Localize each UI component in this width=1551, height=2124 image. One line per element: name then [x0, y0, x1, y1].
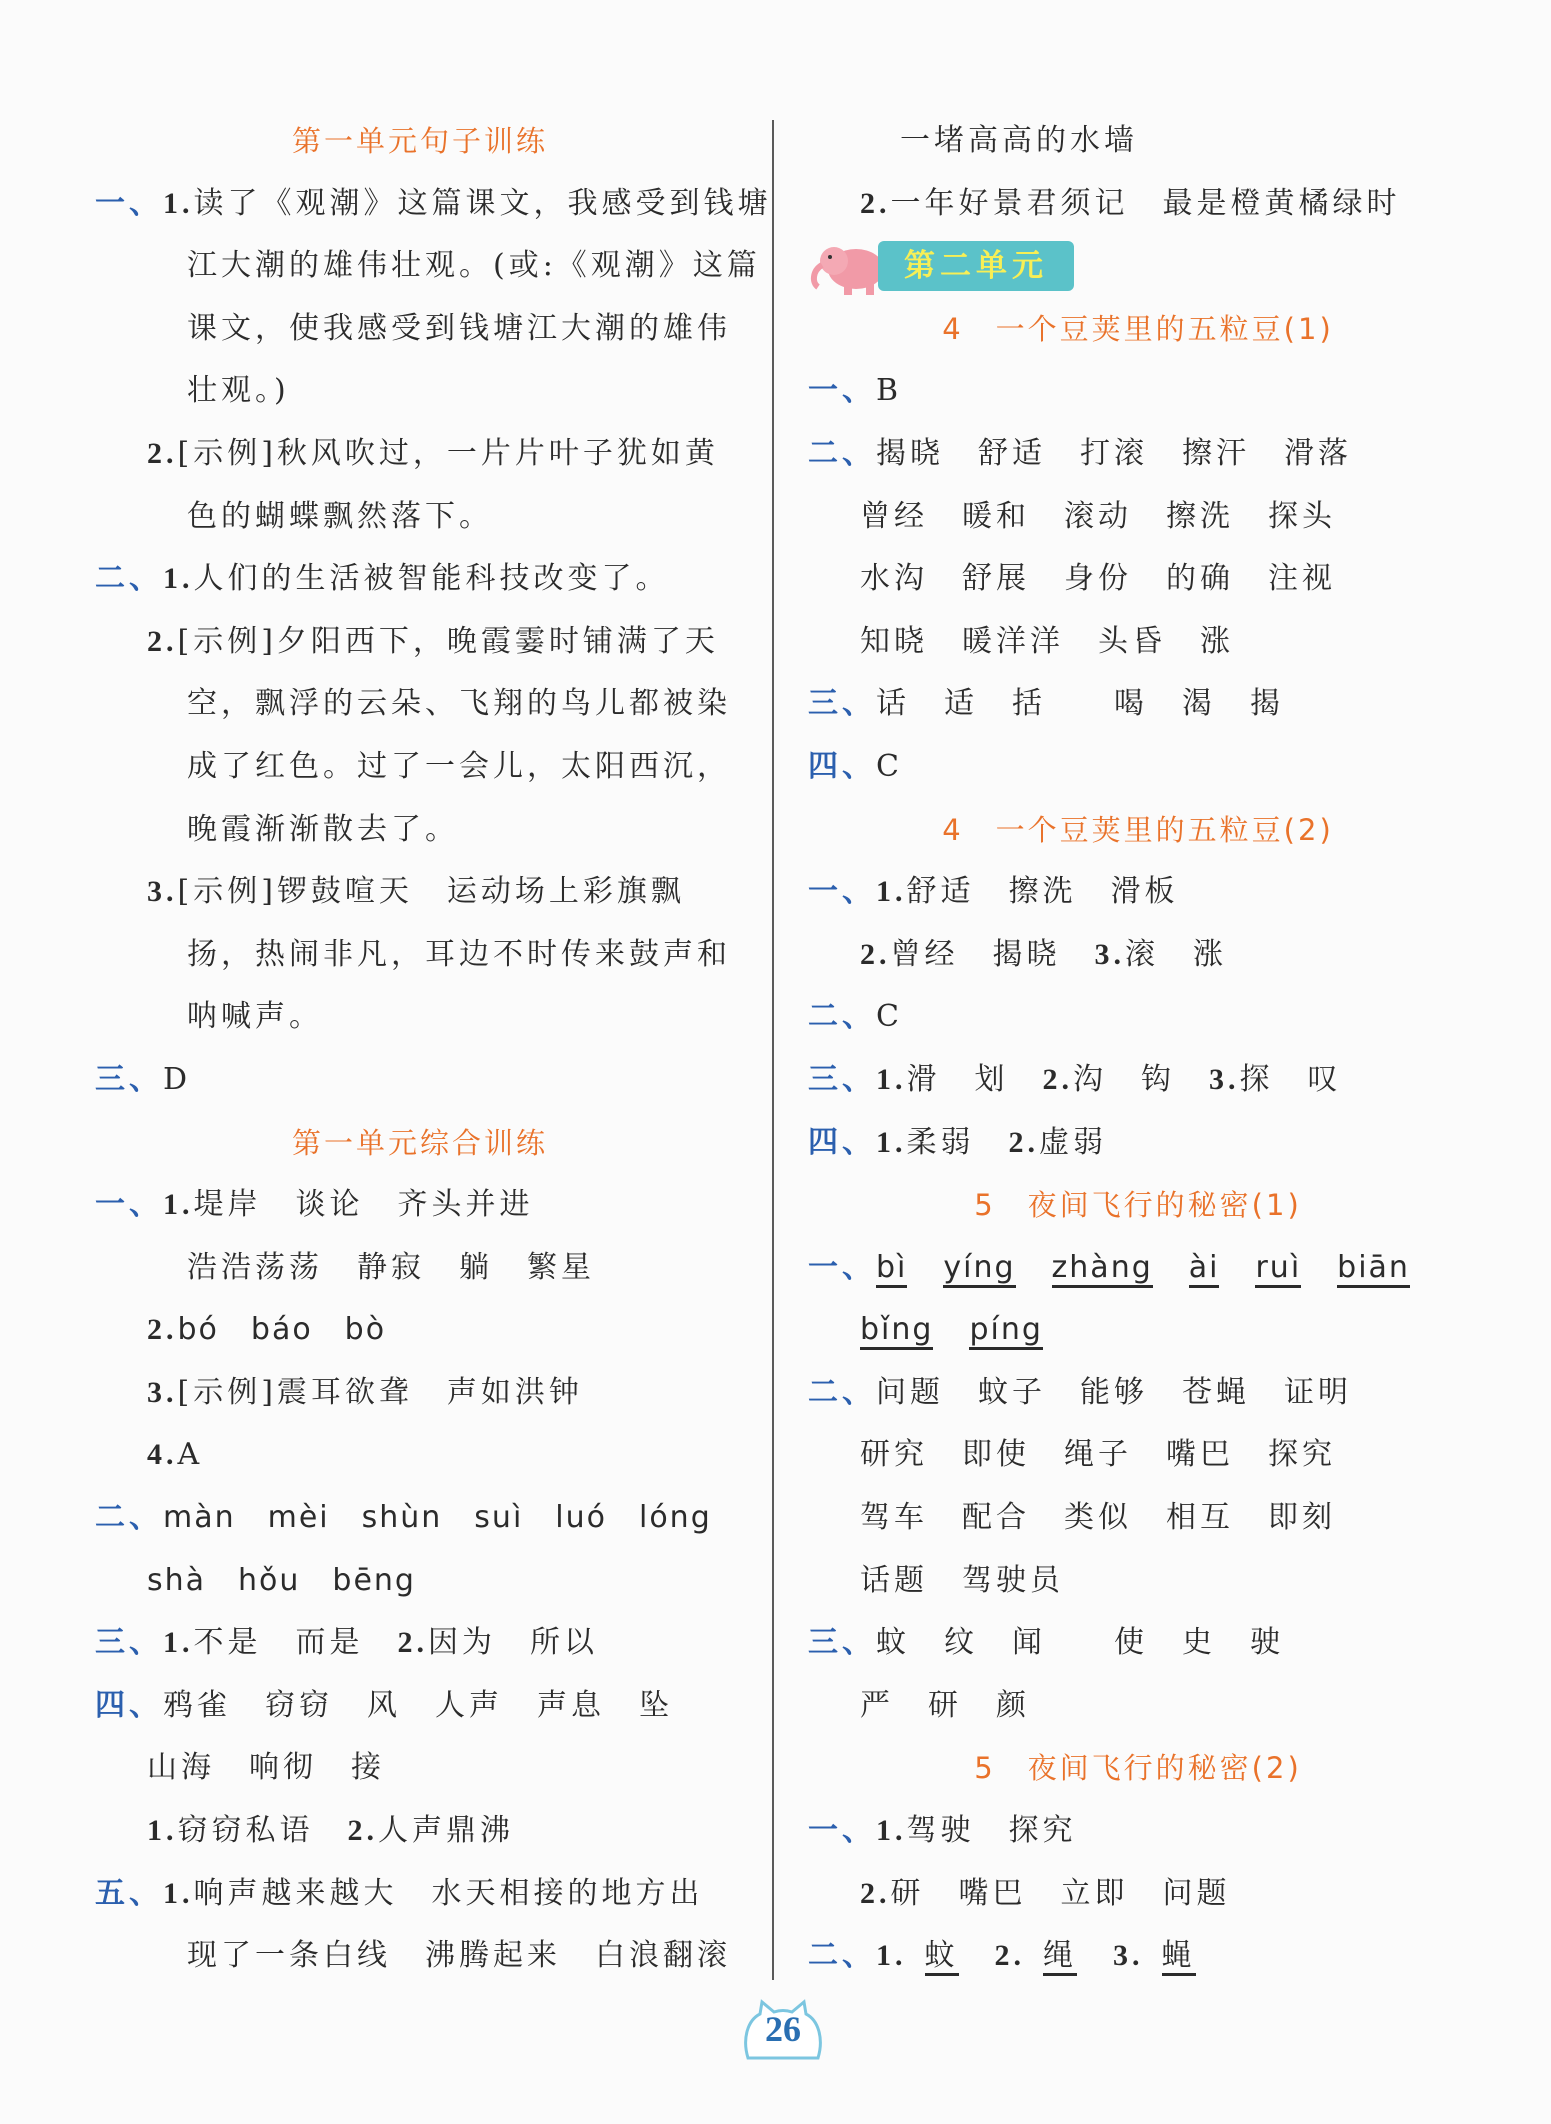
answer-line	[95, 548, 745, 611]
answer-line	[808, 1550, 1468, 1613]
item-number: 2.	[860, 1876, 891, 1910]
answer-text: [示例]锣鼓喧天 运动场上彩旗飘	[177, 874, 685, 910]
answer-line	[95, 1737, 745, 1800]
answer-text: 现了一条白线 沸腾起来 白浪翻滚	[187, 1938, 731, 1974]
section-title: 第一单元综合训练	[291, 1125, 548, 1160]
answer-text: 壮观。)	[187, 373, 290, 409]
answer-text: 呐喊声。	[187, 999, 323, 1035]
answer-line	[808, 1112, 1468, 1175]
question-label: 一、	[808, 1813, 876, 1849]
answer-line	[95, 235, 761, 298]
item-number: 1.	[876, 1814, 907, 1848]
answer-line	[95, 1237, 745, 1300]
unit-banner-label: 第二单元	[878, 241, 1074, 291]
answer-line	[95, 360, 745, 423]
answer-line	[808, 360, 1468, 423]
question-label: 四、	[808, 1124, 876, 1160]
question-label: 一、	[808, 1249, 876, 1285]
answer-text: 读了《观潮》这篇课文，我感受到钱塘	[193, 185, 772, 221]
question-label: 一、	[95, 1187, 163, 1223]
answer-line	[95, 673, 745, 736]
answer-line	[808, 1237, 1468, 1300]
answer-line	[95, 173, 772, 236]
answer-text: 山海 响彻 接	[147, 1750, 385, 1786]
answer-line	[95, 1925, 745, 1988]
page-number-badge	[738, 1998, 828, 2066]
answer-text: shà hǒu bēng	[147, 1562, 416, 1598]
answer-text: 不是 而是	[193, 1625, 398, 1661]
answer-line	[95, 1675, 745, 1738]
answer-line	[95, 1299, 745, 1362]
answer-line	[95, 1612, 745, 1675]
item-number: 2.	[1042, 1062, 1073, 1096]
section-title: 5 夜间飞行的秘密(2)	[974, 1751, 1302, 1786]
answer-line	[808, 423, 1468, 486]
answer-line	[808, 1487, 1468, 1550]
question-label: 二、	[95, 1500, 163, 1536]
item-number: 1.	[163, 186, 194, 220]
item-number: 1.	[163, 1626, 194, 1660]
answer-text: 话题 驾驶员	[860, 1562, 1064, 1598]
section-title: 5 夜间飞行的秘密(1)	[974, 1188, 1302, 1223]
item-number: 2.	[347, 1814, 378, 1848]
item-number: 2.	[1008, 1125, 1039, 1159]
answer-line	[95, 1049, 745, 1112]
question-label: 三、	[808, 1625, 876, 1661]
pinyin-answer: yíng	[943, 1253, 1015, 1288]
answer-text: A	[177, 1437, 204, 1473]
answer-text: 水沟 舒展 身份 的确 注视	[860, 561, 1336, 597]
answer-text: 舒适 擦洗 滑板	[906, 874, 1179, 910]
left-column	[95, 110, 772, 1988]
question-label: 四、	[808, 748, 876, 784]
answer-text: [示例]震耳欲聋 声如洪钟	[177, 1374, 583, 1410]
answer-text: 浩浩荡荡 静寂 躺 繁星	[187, 1249, 595, 1285]
answer-text: 江大潮的雄伟壮观。(或:《观潮》这篇	[187, 248, 761, 284]
item-number: 3.	[147, 1375, 178, 1409]
question-label: 四、	[95, 1687, 163, 1723]
answer-text: 空，飘浮的云朵、飞翔的鸟儿都被染	[187, 686, 731, 722]
answer-text: 滑 划	[906, 1061, 1043, 1097]
answer-line	[808, 1299, 1468, 1362]
item-number: 2.	[994, 1939, 1025, 1973]
answer-text: 一年好景君须记 最是橙黄橘绿时	[890, 185, 1401, 221]
answer-line	[808, 1675, 1468, 1738]
answer-line	[95, 861, 745, 924]
answer-text: 滚 涨	[1125, 936, 1227, 972]
item-number: 3.	[1209, 1062, 1240, 1096]
answer-text: 晚霞渐渐散去了。	[187, 811, 459, 847]
item-number: 2.	[147, 436, 178, 470]
answer-text: 研究 即使 绳子 嘴巴 探究	[860, 1437, 1336, 1473]
answer-text: màn mèi shùn suì luó lóng	[163, 1500, 712, 1536]
answer-text: 沟 钩	[1073, 1061, 1209, 1097]
answer-text: 话 适 括 喝 渴 揭	[876, 686, 1284, 722]
column-divider	[772, 120, 774, 1980]
answer-text: 色的蝴蝶飘然落下。	[187, 498, 493, 534]
answer-text: D	[163, 1061, 192, 1097]
answer-line	[95, 486, 745, 549]
item-number: 1.	[163, 1188, 194, 1222]
answer-text: 严 研 颜	[860, 1687, 1030, 1723]
item-number: 1.	[163, 1876, 194, 1910]
answer-line	[808, 173, 1468, 236]
answer-text: 因为 所以	[428, 1625, 598, 1661]
answer-text: 课文，使我感受到钱塘江大潮的雄伟	[187, 310, 731, 346]
answer-text: 扬，热闹非凡，耳边不时传来鼓声和	[187, 936, 731, 972]
question-label: 二、	[95, 561, 163, 597]
answer-line	[808, 1863, 1468, 1926]
answer-text: 探 叹	[1239, 1061, 1342, 1097]
answer-text: 人声鼎沸	[378, 1813, 514, 1849]
answer-line	[808, 736, 1468, 799]
item-number: 2.	[147, 1313, 178, 1347]
answer-text: 一堵高高的水墙	[900, 123, 1138, 158]
answer-line	[808, 1925, 1468, 1988]
answer-text: C	[876, 999, 903, 1035]
answer-line	[808, 1424, 1468, 1487]
answer-line	[808, 1049, 1468, 1112]
answer-text: [示例]夕阳西下，晚霞霎时铺满了天	[177, 623, 719, 659]
answer-line	[95, 986, 745, 1049]
answer-text: 驾车 配合 类似 相互 即刻	[860, 1500, 1336, 1536]
answer-text: 蚊 纹 闻 使 史 驶	[876, 1625, 1284, 1661]
answer-text: 曾经 揭晓	[890, 936, 1095, 972]
item-number: 2.	[860, 186, 891, 220]
answer-line	[95, 1174, 745, 1237]
answer-text: 窃窃私语	[177, 1813, 348, 1849]
answer-line	[95, 924, 745, 987]
answer-line	[95, 298, 745, 361]
answer-line	[95, 1424, 745, 1487]
answer-line	[808, 548, 1468, 611]
item-number: 1.	[876, 1939, 907, 1973]
right-column	[808, 110, 1468, 1988]
underlined-answer: 绳	[1043, 1941, 1077, 1976]
question-label: 二、	[808, 1374, 876, 1410]
answer-text: 驾驶 探究	[906, 1813, 1077, 1849]
item-number: 1.	[163, 562, 194, 596]
item-number: 4.	[147, 1438, 178, 1472]
answer-line	[808, 1362, 1468, 1425]
item-number: 2.	[397, 1626, 428, 1660]
answer-line	[95, 799, 745, 862]
answer-line	[95, 1863, 745, 1926]
answer-text: 鸦雀 窃窃 风 人声 声息 坠	[163, 1687, 673, 1723]
question-label: 五、	[95, 1875, 163, 1911]
answer-line	[95, 611, 745, 674]
answer-text: 成了红色。过了一会儿，太阳西沉，	[187, 748, 731, 784]
question-label: 三、	[808, 1061, 876, 1097]
question-label: 三、	[95, 1061, 163, 1097]
question-label: 一、	[95, 185, 163, 221]
answer-text: 问题 蚊子 能够 苍蝇 证明	[876, 1374, 1352, 1410]
question-label: 二、	[808, 1938, 876, 1974]
pinyin-answer: zhàng	[1052, 1253, 1153, 1288]
underlined-answer: 蚊	[925, 1941, 959, 1976]
page-number: 26	[765, 2009, 801, 2049]
answer-line	[95, 736, 745, 799]
answer-text: 曾经 暖和 滚动 擦洗 探头	[860, 498, 1336, 534]
answer-line	[808, 673, 1468, 736]
item-number: 1.	[876, 1125, 907, 1159]
question-label: 二、	[808, 435, 876, 471]
answer-line	[808, 924, 1468, 987]
answer-text: 虚弱	[1039, 1124, 1107, 1160]
question-label: 一、	[808, 874, 876, 910]
answer-text: C	[876, 748, 903, 784]
answer-text: 知晓 暖洋洋 头昏 涨	[860, 623, 1234, 659]
pinyin-answer: biān	[1337, 1253, 1410, 1288]
answer-line	[95, 1362, 745, 1425]
underlined-answer: 蝇	[1162, 1941, 1196, 1976]
section-title: 第一单元句子训练	[291, 124, 548, 158]
answer-text: bó báo bò	[177, 1312, 387, 1348]
pinyin-answer: píng	[969, 1315, 1042, 1350]
answer-line	[808, 1612, 1468, 1675]
section-title: 4 一个豆荚里的五粒豆(1)	[942, 311, 1334, 346]
question-label: 二、	[808, 999, 876, 1035]
answer-text: [示例]秋风吹过，一片片叶子犹如黄	[177, 435, 719, 471]
item-number: 1.	[876, 875, 907, 909]
pinyin-answer: ruì	[1255, 1253, 1301, 1288]
answer-line	[95, 1550, 745, 1613]
unit-banner	[808, 235, 1468, 298]
question-label: 一、	[808, 373, 876, 409]
item-number: 3.	[1094, 937, 1125, 971]
item-number: 1.	[147, 1814, 178, 1848]
question-label: 三、	[95, 1625, 163, 1661]
section-title: 4 一个豆荚里的五粒豆(2)	[942, 812, 1334, 847]
answer-line	[808, 110, 1468, 173]
answer-line	[808, 986, 1468, 1049]
answer-line	[95, 1487, 745, 1550]
answer-text: 柔弱	[906, 1124, 1009, 1160]
answer-line	[95, 423, 745, 486]
answer-text: 研 嘴巴 立即 问题	[890, 1875, 1231, 1911]
answer-text: 揭晓 舒适 打滚 擦汗 滑落	[876, 435, 1352, 471]
pinyin-answer: bǐng	[860, 1315, 933, 1350]
answer-line	[95, 1800, 745, 1863]
pinyin-answer: ài	[1189, 1253, 1220, 1288]
item-number: 3.	[1113, 1939, 1144, 1973]
pinyin-answer: bì	[876, 1253, 907, 1288]
answer-line	[808, 486, 1468, 549]
item-number: 1.	[876, 1062, 907, 1096]
answer-line	[808, 1800, 1468, 1863]
item-number: 3.	[147, 875, 178, 909]
item-number: 2.	[860, 937, 891, 971]
answer-text: B	[876, 373, 903, 409]
question-label: 三、	[808, 686, 876, 722]
item-number: 2.	[147, 624, 178, 658]
answer-text: 堤岸 谈论 齐头并进	[193, 1187, 534, 1223]
answer-line	[808, 861, 1468, 924]
answer-text: 人们的生活被智能科技改变了。	[193, 561, 670, 597]
answer-text: 响声越来越大 水天相接的地方出	[193, 1875, 704, 1911]
answer-line	[808, 611, 1468, 674]
